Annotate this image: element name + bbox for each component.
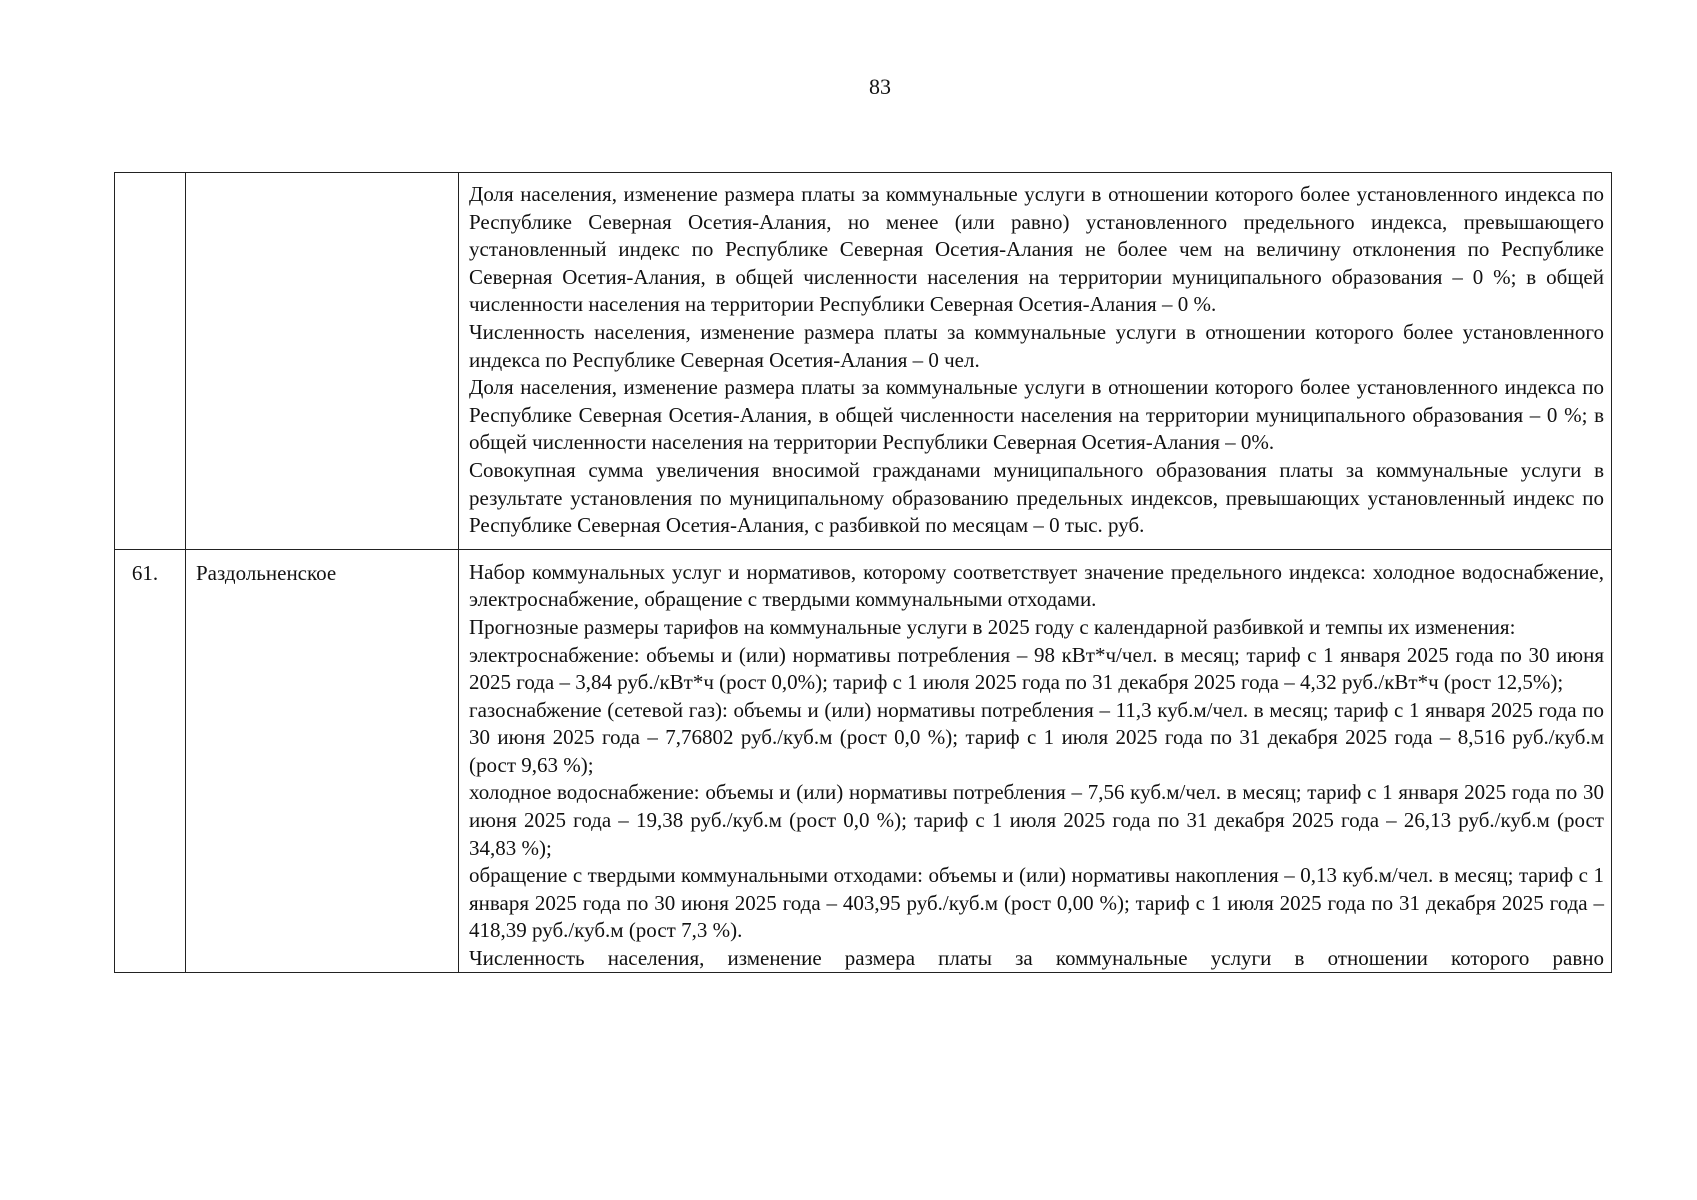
- paragraph: Численность населения, изменение размера платы за коммунальные услуги в отношении которого равно: [469, 946, 1604, 971]
- description-cell: [459, 549, 1612, 972]
- indices-table: [114, 172, 1612, 973]
- paragraph: электроснабжение: объемы и (или) нормативы потребления – 98 кВт*ч/чел. в месяц; тариф с 1 января 2025 года по 30 июня 2025 года – 3,84 руб./кВт*ч (рост 0,0%); тариф с 1 июля 2025 года по 31 декабря 2025 года – 4,32 руб./кВт*ч (рост 12,5%);: [469, 642, 1604, 695]
- paragraph: Доля населения, изменение размера платы за коммунальные услуги в отношении которого более установленного индекса по Республике Северная Осетия-Алания, в общей численности населения на территории муниципального образования – 0 %; в общей численности населения на территории Республики Северная Осетия-Алания – 0%.: [469, 375, 1604, 455]
- page-number: 83: [869, 74, 891, 99]
- paragraph: Набор коммунальных услуг и нормативов, которому соответствует значение предельного индекса: холодное водоснабжение, электроснабжение, обращение с твердыми коммунальными отходами.: [469, 559, 1604, 612]
- paragraph: холодное водоснабжение: объемы и (или) нормативы потребления – 7,56 куб.м/чел. в месяц; тариф с 1 января 2025 года по 30 июня 2025 года – 19,38 руб./куб.м (рост 0,0 %); тариф с 1 июля 2025 года по 31 декабря 2025 года – 26,13 руб./куб.м (рост 34,83 %);: [469, 780, 1604, 860]
- row-number-cell: 61.: [115, 549, 186, 972]
- paragraph: газоснабжение (сетевой газ): объемы и (или) нормативы потребления – 11,3 куб.м/чел. в месяц; тариф с 1 января 2025 года по 30 июня 2025 года – 7,76802 руб./куб.м (рост 0,0 %); тариф с 1 июля 2025 года по 31 декабря 2025 года – 8,516 руб./куб.м (рост 9,63 %);: [469, 697, 1604, 777]
- row-number-cell: [115, 173, 186, 550]
- paragraph: Совокупная сумма увеличения вносимой гражданами муниципального образования платы за коммунальные услуги в результате установления по муниципальному образованию предельных индексов, превышающих установленный индекс по Республике Северная Осетия-Алания, с разбивкой по месяцам – 0 тыс. руб.: [469, 457, 1604, 538]
- municipality-name-cell: [186, 173, 459, 550]
- description-cell: [459, 173, 1612, 550]
- table-row: [115, 173, 1612, 550]
- municipality-name-cell: Раздольненское: [186, 549, 459, 972]
- paragraph: обращение с твердыми коммунальными отходами: объемы и (или) нормативы накопления – 0,13 куб.м/чел. в месяц; тариф с 1 января 2025 года по 30 июня 2025 года – 403,95 руб./куб.м (рост 0,00 %); тариф с 1 июля 2025 года по 31 декабря 2025 года – 418,39 руб./куб.м (рост 7,3 %).: [469, 863, 1604, 943]
- paragraph: Численность населения, изменение размера платы за коммунальные услуги в отношении которого более установленного индекса по Республике Северная Осетия-Алания – 0 чел.: [469, 319, 1604, 372]
- paragraph: Доля населения, изменение размера платы за коммунальные услуги в отношении которого более установленного индекса по Республике Северная Осетия-Алания, но менее (или равно) установленного предельного индекса, превышающего установленный индекс по Республике Северная Осетия-Алания не более чем на величину отклонения по Республике Северная Осетия-Алания, в общей численности населения на территории муниципального образования – 0 %; в общей численности населения на территории Республики Северная Осетия-Алания – 0 %.: [469, 182, 1604, 317]
- table-row: [115, 549, 1612, 972]
- paragraph: Прогнозные размеры тарифов на коммунальные услуги в 2025 году с календарной разбивкой и темпы их изменения:: [469, 614, 1516, 639]
